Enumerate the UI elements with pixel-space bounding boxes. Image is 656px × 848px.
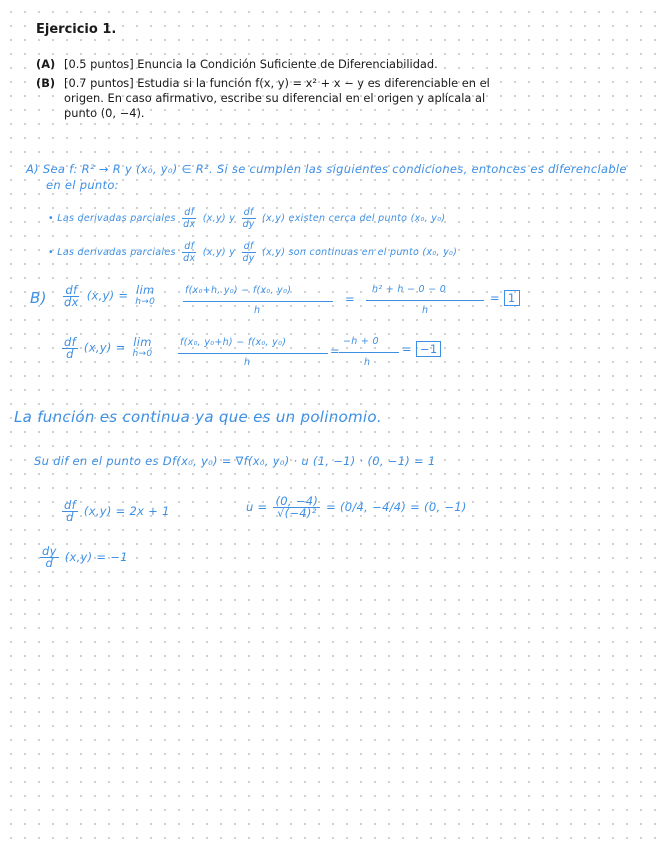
answer-b-result-y: = −1 [402,342,441,356]
answer-a-condition-1: • Las derivadas parciales $\frac{df}{dx}$ (x,y) y $\frac{df}{dy}$ (x,y) existen cerca del punto (x₀, y₀) [48,207,446,230]
answer-b-limit-numerator-x: f(x₀+h, y₀) − f(x₀, y₀) [185,285,292,296]
partial-x-result: $\frac{df}{d}$ (x,y) = 2x + 1 [64,498,170,524]
answer-a-condition-2: • Las derivadas parciales $\frac{df}{dx}$ (x,y) y $\frac{df}{dy}$ (x,y) son continuas en el punto (x₀, y₀) [48,241,458,264]
fraction-bar [366,300,484,301]
answer-b-simplified-denominator-y: h [364,357,371,368]
answer-a-intro: A) Sea f: R² → R y (x₀, y₀) ∈ R². Si se cumplen las siguientes condiciones, entonces es diferenciable [26,162,627,176]
part-a [36,57,636,72]
part-b [36,76,636,121]
answer-a-intro-line2: en el punto: [46,178,119,192]
partial-y-result: $\frac{dy}{d}$ (x,y) = −1 [42,544,128,570]
answer-b-partial-x: $\frac{df}{dx}$ (x,y) = lim h→0 [64,282,156,309]
answer-b-simplified-numerator-y: −h + 0 [343,336,379,347]
answer-b-simplified-denominator-x: h [422,305,429,316]
equals-sign: = [330,344,340,358]
answer-b-label: B) [30,289,47,307]
exercise-title: Ejercicio 1. [36,22,117,37]
partial-fx-fraction: $\frac{df}{dx}$ [183,207,196,230]
answer-b-limit-numerator-y: f(x₀, y₀+h) − f(x₀, y₀) [180,337,287,348]
part-a-text: Enuncia la Condición Suficiente de Diferenciabilidad. [137,57,438,71]
fraction-bar [183,301,333,302]
part-a-points: [0.5 puntos] [64,57,134,71]
equals-sign: = [345,292,355,306]
answer-b-limit-denominator-y: h [244,357,251,368]
answer-b-simplified-numerator-x: h² + h − 0 − 0 [372,284,447,295]
partial-fx-fraction: $\frac{df}{dx}$ [183,241,196,264]
part-b-points: [0.7 puntos] [64,76,134,90]
boxed-result: −1 [416,341,442,357]
answer-b-partial-y: $\frac{df}{d}$ (x,y) = lim h→0 [64,334,153,361]
part-b-text: Estudia si la función f(x, y) = x² + x − y es diferenciable en el origen. En caso afirmativo, escribe su diferencial en el origen y aplícala al punto (0, −4). [64,76,490,120]
fraction-bar [339,352,399,353]
unit-vector-calculation: u = $\frac{(0, -4)}{\text{√(−4)²}}$ = (0/4, −4/4) = (0, −1) [246,494,467,520]
answer-b-result-x: = 1 [490,291,520,305]
fraction-bar [178,353,328,354]
differential-statement: Su dif en el punto es Df(x₀, y₀) = ∇f(x₀, y₀) · u (1, −1) · (0, −1) = 1 [34,454,436,468]
part-a-label: (A) [36,57,56,71]
partial-fy-fraction: $\frac{df}{dy}$ [242,241,255,264]
continuity-statement: La función es continua ya que es un polinomio. [14,408,382,426]
partial-fy-fraction: $\frac{df}{dy}$ [242,207,255,230]
printed-exercise [36,22,636,125]
boxed-result: 1 [504,290,520,306]
part-b-label: (B) [36,76,56,90]
answer-b-limit-denominator-x: h [254,305,261,316]
